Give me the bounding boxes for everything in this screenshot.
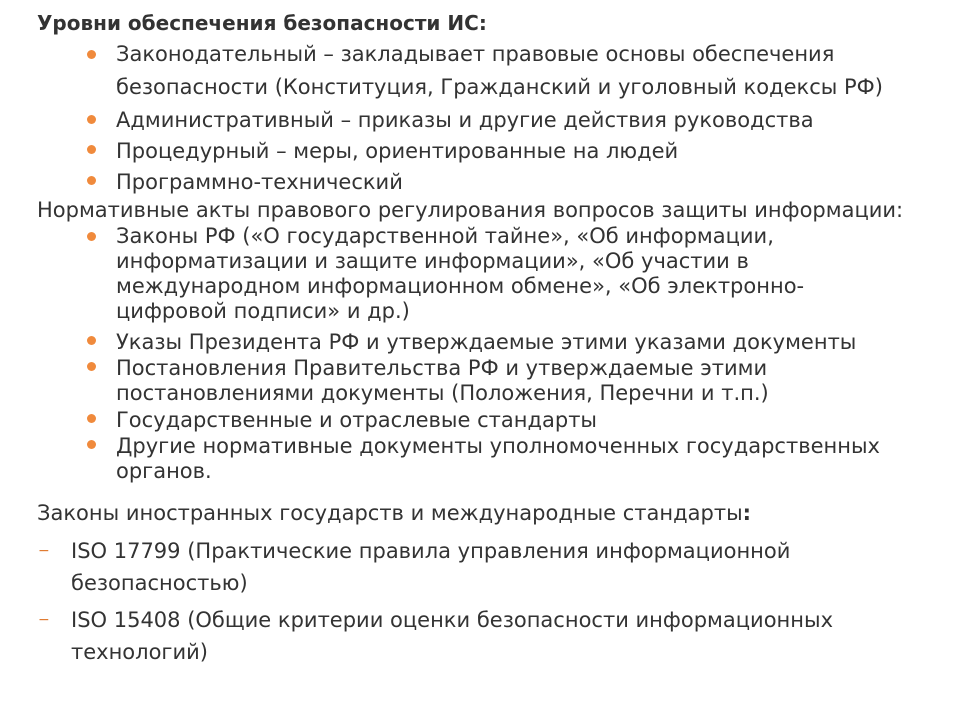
section1-item-4-line-1: Программно-технический	[116, 170, 403, 194]
bullet-dot	[87, 176, 96, 185]
section2-item-5-line-1: Другие нормативные документы уполномоченных государственных	[116, 434, 880, 458]
section2-item-2	[116, 330, 856, 355]
section2-item-3-line-2: постановлениями документы (Положения, Перечни и т.п.)	[116, 381, 769, 405]
bullet-dot	[87, 440, 96, 449]
section3-item-2	[71, 604, 833, 668]
section3-item-1-line-2: безопасностью)	[71, 571, 248, 595]
section2-item-4	[116, 408, 597, 433]
section2-item-1-line-3: международном информационном обмене», «Об электронно-	[116, 274, 805, 298]
section1-item-3	[116, 138, 678, 165]
dash-marker: −	[38, 612, 50, 628]
section1-item-1-line-2: безопасности (Конституция, Гражданский и уголовный кодексы РФ)	[116, 75, 883, 99]
bullet-dot	[87, 232, 96, 241]
section2-item-2-line-1: Указы Президента РФ и утверждаемые этими указами документы	[116, 330, 857, 354]
section3-item-1-line-1: ISO 17799 (Практические правила управления информационной	[71, 539, 791, 563]
section3-title	[37, 500, 751, 526]
section2-item-5-line-2: органов.	[116, 459, 212, 483]
bullet-dot	[87, 145, 96, 154]
section1-item-2	[116, 107, 814, 134]
section2-item-5	[116, 434, 880, 484]
section2-item-3-line-1: Постановления Правительства РФ и утверждаемые этими	[116, 356, 768, 380]
section1-item-1-line-1: Законодательный – закладывает правовые основы обеспечения	[116, 42, 835, 66]
section3-title-colon: :	[742, 501, 752, 525]
section3-title-text: Законы иностранных государств и международные стандарты	[37, 501, 743, 525]
bullet-dot	[87, 362, 96, 371]
section1-item-3-line-1: Процедурный – меры, ориентированные на людей	[116, 139, 679, 163]
section2-item-3	[116, 356, 769, 406]
section1-item-4	[116, 169, 403, 196]
section2-title: Нормативные акты правового регулирования вопросов защиты информации:	[37, 198, 904, 222]
section2-item-1-line-1: Законы РФ («О государственной тайне», «Об информации,	[116, 224, 774, 248]
section2-item-1	[116, 224, 804, 324]
section2-item-1-line-4: цифровой подписи» и др.)	[116, 299, 410, 323]
section2-item-1-line-2: информатизации и защите информации», «Об участии в	[116, 249, 749, 273]
section3-item-2-line-2: технологий)	[71, 640, 208, 664]
section1-item-2-line-1: Административный – приказы и другие действия руководства	[116, 108, 814, 132]
section2-item-4-line-1: Государственные и отраслевые стандарты	[116, 408, 598, 432]
bullet-dot	[87, 50, 96, 59]
bullet-dot	[87, 115, 96, 124]
section3-item-1	[71, 535, 790, 599]
section1-item-1	[116, 41, 883, 101]
bullet-dot	[87, 336, 96, 345]
section3-item-2-line-1: ISO 15408 (Общие критерии оценки безопасности информационных	[71, 608, 834, 632]
bullet-dot	[87, 414, 96, 423]
section1-title: Уровни обеспечения безопасности ИС:	[37, 11, 487, 35]
dash-marker: −	[38, 543, 50, 559]
